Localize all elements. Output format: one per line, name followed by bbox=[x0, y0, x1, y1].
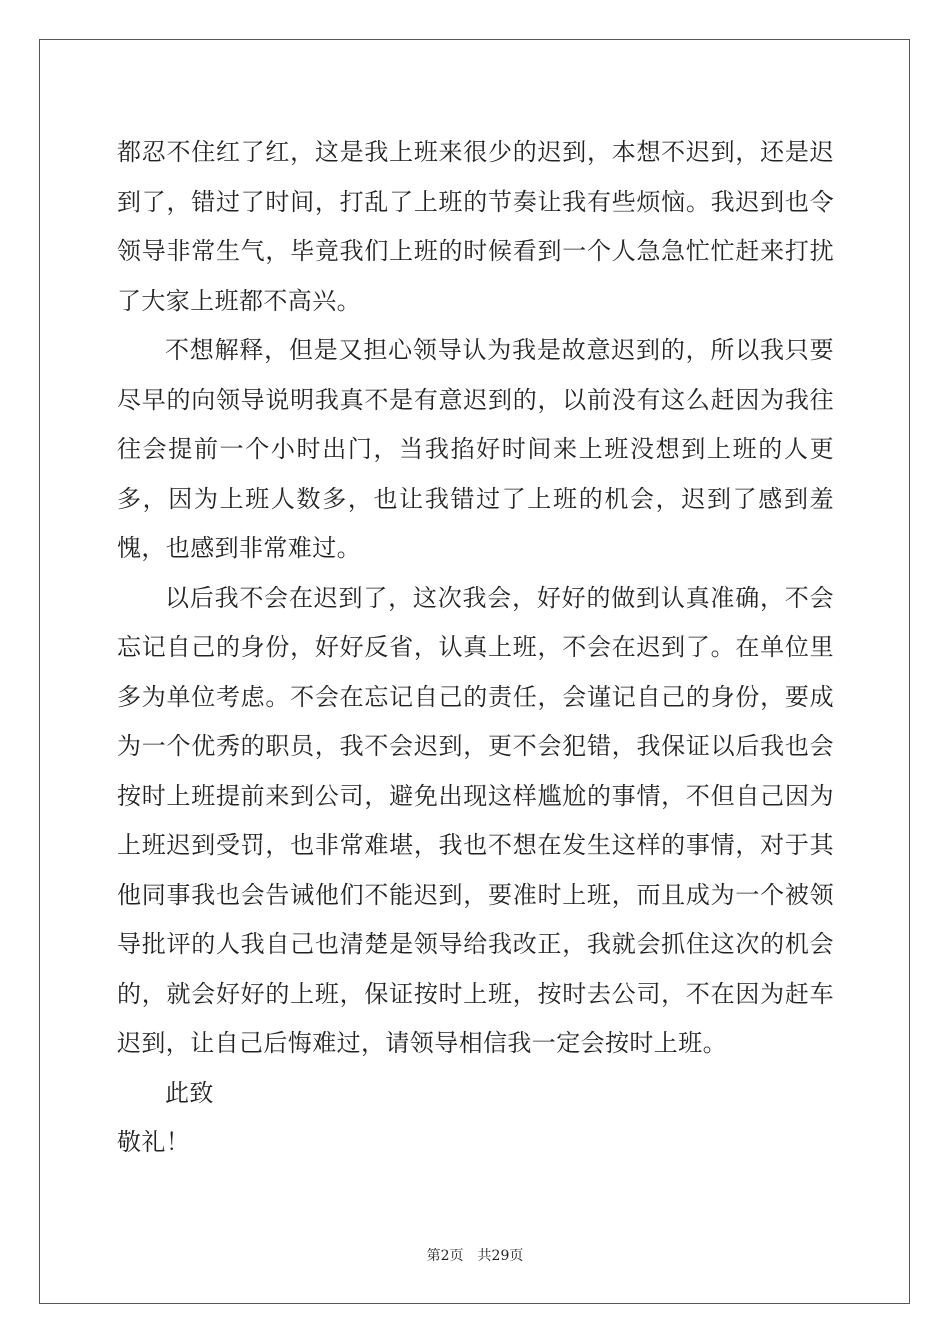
page-total: 共29页 bbox=[477, 1248, 524, 1264]
paragraph-commitment: 以后我不会在迟到了，这次我会，好好的做到认真准确，不会忘记自己的身份，好好反省，认真上班，不会在迟到了。在单位里多为单位考虑。不会在忘记自己的责任，会谨记自己的身份，要成为一个优秀的职员，我不会迟到，更不会犯错，我保证以后我也会按时上班提前来到公司，避免出现这样尴尬的事情，不但自己因为上班迟到受罚，也非常难堪，我也不想在发生这样的事情，对于其他同事我也会告诫他们不能迟到，要准时上班，而且成为一个被领导批评的人我自己也清楚是领导给我改正，我就会抓住这次的机会的，就会好好的上班，保证按时上班，按时去公司，不在因为赶车迟到，让自己后悔难过，请领导相信我一定会按时上班。 bbox=[117, 583, 834, 1057]
document-body bbox=[117, 128, 834, 1168]
paragraph-explanation: 不想解释，但是又担心领导认为我是故意迟到的，所以我只要尽早的向领导说明我真不是有意迟到的，以前没有这么赶因为我往往会提前一个小时出门，当我掐好时间来上班没想到上班的人更多，因为上班人数多，也让我错过了上班的机会，迟到了感到羞愧，也感到非常难过。 bbox=[117, 336, 834, 562]
page-number: 第2页 bbox=[426, 1248, 464, 1264]
page-footer bbox=[0, 1246, 950, 1266]
paragraph-continued: 都忍不住红了红，这是我上班来很少的迟到，本想不迟到，还是迟到了，错过了时间，打乱了上班的节奏让我有些烦恼。我迟到也令领导非常生气，毕竟我们上班的时候看到一个人急急忙忙赶来打扰了大家上班都不高兴。 bbox=[117, 138, 834, 315]
closing-text: 此致 bbox=[165, 1078, 214, 1107]
salutation-text: 敬礼！ bbox=[117, 1128, 191, 1156]
